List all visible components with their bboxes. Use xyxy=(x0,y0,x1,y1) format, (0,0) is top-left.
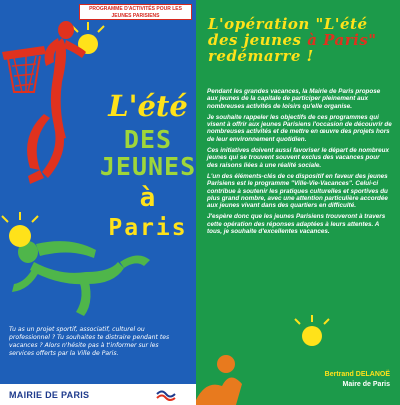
orange-figure-icon xyxy=(196,355,242,405)
paragraph: J'espère donc que les jeunes Parisiens trouveront à travers cette opération des réponses adaptées à leurs attentes. A tous, je souhaite d'excellentes vacances. xyxy=(207,213,386,236)
title-line-jeunes: JEUNES xyxy=(99,152,196,181)
ball-icon xyxy=(302,326,322,346)
basket-hoop-icon xyxy=(2,46,46,92)
headline-line-2-b: à Paris" xyxy=(307,31,377,49)
title-line-ete: L'été xyxy=(108,89,188,123)
green-figure-icon xyxy=(12,241,150,316)
title-line-paris: Paris xyxy=(108,215,188,241)
red-figure-icon xyxy=(27,21,86,184)
mairie-label: MAIRIE DE PARIS xyxy=(9,390,90,400)
cover-note: Tu as un projet sportif, associatif, culturel ou professionnel ? Tu souhaites te distraire pendant tes vacances ? Alors n'hésite pas à t'informer sur les services offerts par la Ville de Paris. xyxy=(9,326,170,358)
right-text-panel xyxy=(196,0,400,405)
headline-line-2 xyxy=(208,32,398,48)
paragraph: Ces initiatives doivent aussi favoriser le départ de nombreux jeunes qui se trouvent souvent exclus des vacances pour des raisons liées à une réalité sociale. xyxy=(207,147,389,169)
ball-icon xyxy=(9,225,31,247)
headline-line-3: redémarre ! xyxy=(208,47,314,65)
paragraph: Pendant les grandes vacances, la Mairie de Paris propose aux jeunes de la capitale de participer pleinement aux nombreuses activités de loisirs qu'elle organise. xyxy=(207,88,381,110)
paragraph: Je souhaite rappeler les objectifs de ces programmes qui visent à offrir aux jeunes Parisiens l'occasion de découvrir de nombreuses activités et de mettre en œuvre des projets hors de leur environnement quotidien. xyxy=(207,113,392,143)
body-text xyxy=(207,88,392,239)
headline-line-2-a: des jeunes xyxy=(208,31,308,49)
headline xyxy=(208,16,398,64)
program-tag: PROGRAMME D'ACTIVITÉS POUR LES JEUNES PARISIENS xyxy=(79,4,192,20)
title-line-a: à xyxy=(139,183,157,213)
signature-role: Maire de Paris xyxy=(342,381,390,388)
headline-line-1: L'opération "L'été xyxy=(208,15,368,33)
paragraph: L'un des éléments-clés de ce dispositif en faveur des jeunes Parisiens est le programme "Ville-Vie-Vacances". Celui-ci contribue à soutenir les pratiques culturelles et sportives du plus grand nombre, avec une attention particulière accordée aux jeunes vivant dans des quartiers en difficulté. xyxy=(207,172,388,210)
left-cover-panel xyxy=(0,0,196,405)
cover-title xyxy=(96,89,196,241)
signature-name: Bertrand DELANOË xyxy=(324,371,390,378)
mairie-footer xyxy=(0,384,196,405)
mairie-logo-icon xyxy=(156,388,176,402)
title-line-des: DES xyxy=(123,125,173,154)
signature xyxy=(325,370,390,390)
